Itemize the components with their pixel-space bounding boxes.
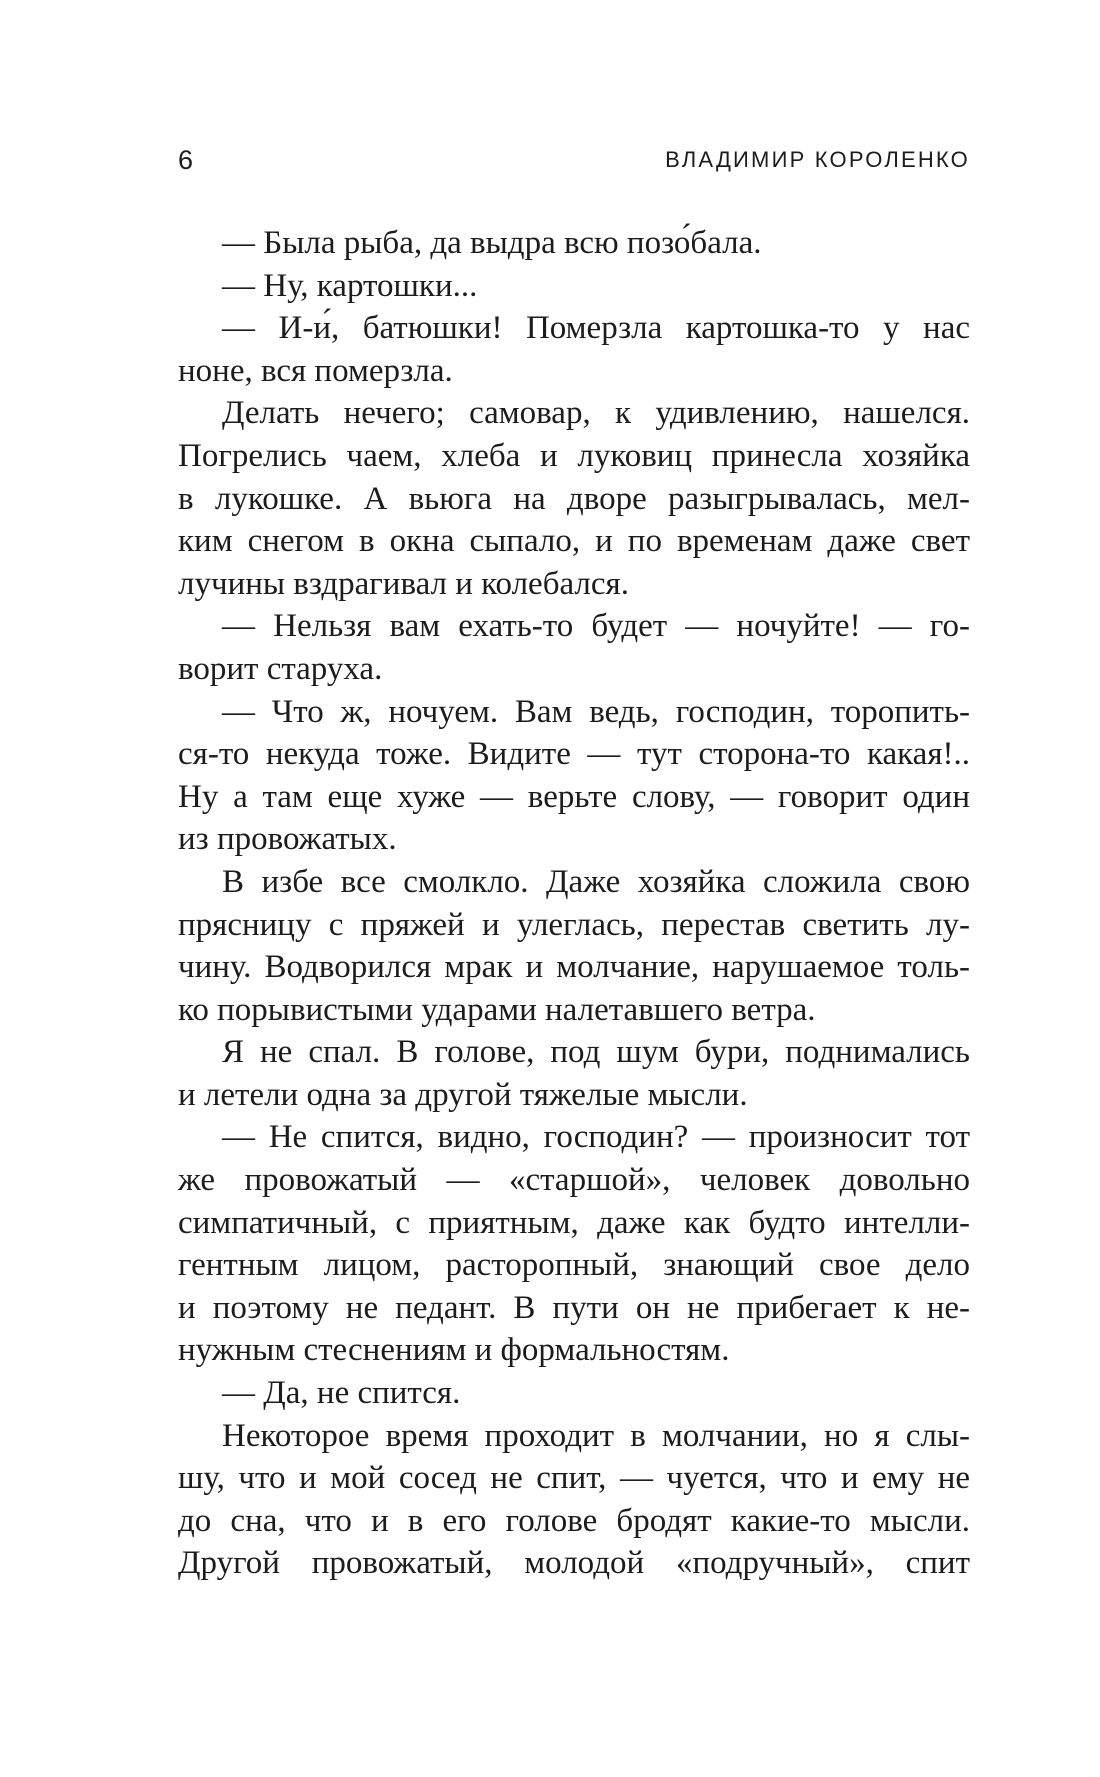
text-line: — И-и́, батюшки! Померзла картошка-то у нас: [222, 310, 970, 347]
text-line: ворит старуха.: [178, 650, 383, 687]
text-line: — Ну, картошки...: [222, 267, 478, 304]
text-line: Некоторое время проходит в молчании, но я слы-: [222, 1417, 970, 1454]
text-line: симпатичный, с приятным, даже как будто интелли-: [178, 1204, 970, 1241]
text-line: — Да, не спится.: [222, 1375, 461, 1412]
text-line: в лукошке. А вьюга на дворе разыгрывалась, мел-: [178, 480, 970, 517]
text-line: Делать нечего; самовар, к удивлению, нашелся.: [222, 395, 970, 432]
text-line: Другой провожатый, молодой «подручный», спит: [178, 1545, 970, 1582]
text-line: ся-то некуда тоже. Видите — тут сторона-то какая!..: [178, 736, 970, 773]
text-line: чину. Водворился мрак и молчание, нарушаемое толь-: [178, 949, 970, 986]
text-line: В избе все смолкло. Даже хозяйка сложила свою: [222, 863, 970, 900]
text-line: нужным стеснениям и формальностям.: [178, 1332, 730, 1369]
running-title: ВЛАДИМИР КОРОЛЕНКО: [665, 147, 970, 172]
text-line: до сна, что и в его голове бродят какие-то мысли.: [178, 1502, 970, 1539]
running-head: [178, 145, 970, 185]
text-line: из провожатых.: [178, 821, 397, 858]
page-number: 6: [178, 145, 194, 175]
body-text: [178, 222, 970, 1585]
text-line: шу, что и мой сосед не спит, — чуется, что и ему не: [178, 1460, 970, 1497]
text-line: гентным лицом, расторопный, знающий свое дело: [178, 1247, 970, 1284]
text-line: и поэтому не педант. В пути он не прибегает к не-: [178, 1289, 970, 1326]
text-line: ко порывистыми ударами налетавшего ветра.: [178, 991, 816, 1028]
text-line: Погрелись чаем, хлеба и луковиц принесла хозяйка: [178, 437, 970, 474]
text-line: лучины вздрагивал и колебался.: [178, 565, 629, 602]
text-line: ким снегом в окна сыпало, и по временам даже свет: [178, 523, 970, 560]
text-line: — Была рыба, да выдра всю позо́бала.: [222, 225, 762, 261]
text-line: ноне, вся померзла.: [178, 352, 453, 389]
text-line: — Не спится, видно, господин? — произносит тот: [222, 1119, 970, 1156]
text-line: и летели одна за другой тяжелые мысли.: [178, 1076, 748, 1113]
text-line: же провожатый — «старшой», человек довольно: [178, 1162, 970, 1199]
text-line: Ну а там еще хуже — верьте слову, — говорит один: [178, 778, 970, 815]
text-line: — Что ж, ночуем. Вам ведь, господин, торопить-: [222, 693, 970, 730]
text-line: Я не спал. В голове, под шум бури, поднимались: [222, 1034, 970, 1071]
text-line: прясницу с пряжей и улеглась, перестав светить лу-: [178, 906, 970, 943]
text-line: — Нельзя вам ехать-то будет — ночуйте! — го-: [222, 608, 970, 645]
